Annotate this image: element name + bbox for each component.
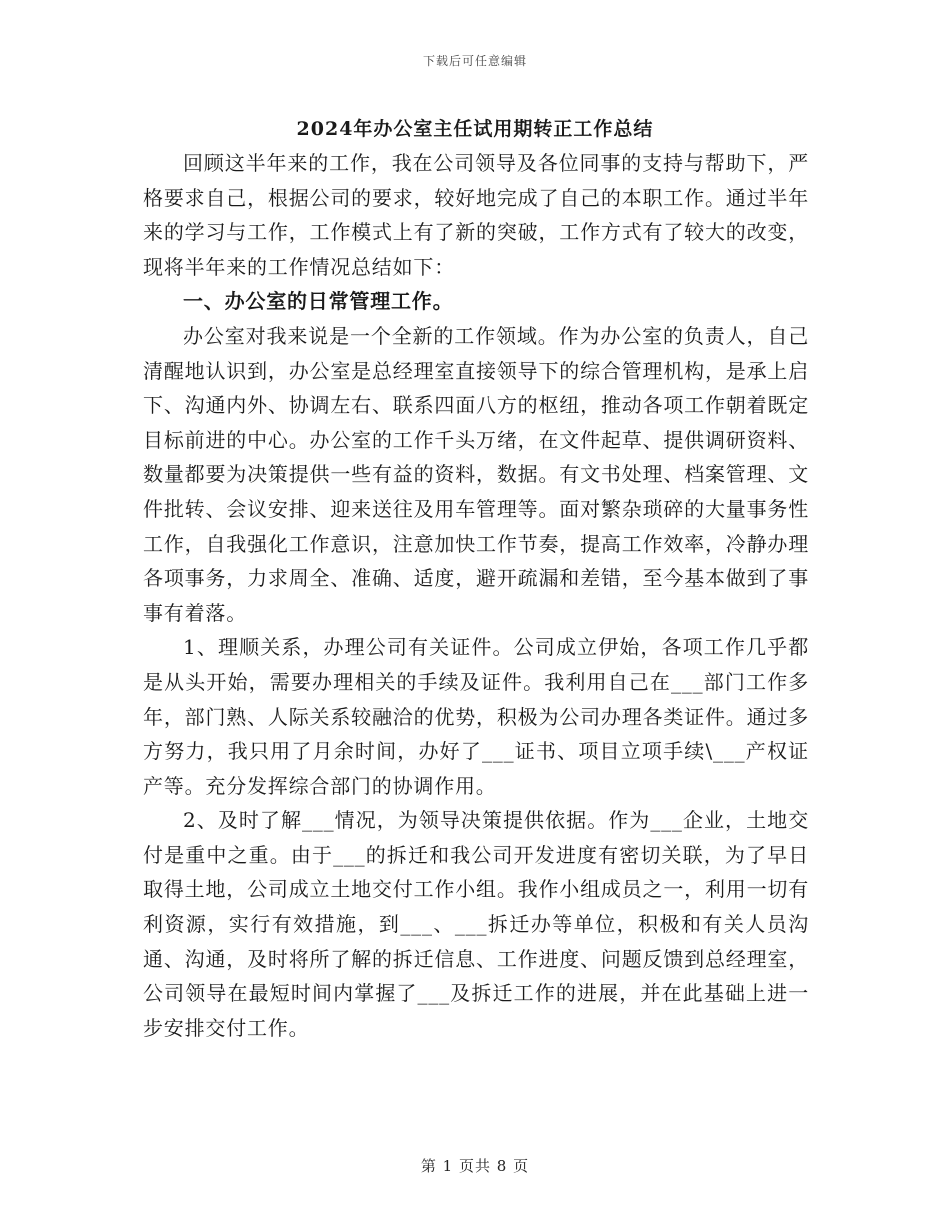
- document-body: [143, 146, 809, 1045]
- paragraph-item-2: 2、及时了解___情况，为领导决策提供依据。作为___企业，土地交付是重中之重。由于___的拆迁和我公司开发进度有密切关联，为了早日取得土地，公司成立土地交付工作小组。我作小组成员之一，利用一切有利资源，实行有效措施，到___、___拆迁办等单位，积极和有关人员沟通、沟通，及时将所了解的拆迁信息、工作进度、问题反馈到总经理室，公司领导在最短时间内掌握了___及拆迁工作的进展，并在此基础上进一步安排交付工作。: [143, 808, 809, 1040]
- page-footer: 第 1 页共 8 页: [420, 1157, 530, 1175]
- document-title: 2024年办公室主任试用期转正工作总结: [296, 118, 654, 140]
- paragraph-item-1: 1、理顺关系，办理公司有关证件。公司成立伊始，各项工作几乎都是从头开始，需要办理相关的手续及证件。我利用自己在___部门工作多年，部门熟、人际关系较融洽的优势，积极为公司办理各类证件。通过多方努力，我只用了月余时间，办好了___证书、项目立项手续\___产权证产等。充分发挥综合部门的协调作用。: [143, 635, 809, 798]
- header-note: 下载后可任意编辑: [422, 54, 527, 68]
- paragraph-intro: 回顾这半年来的工作，我在公司领导及各位同事的支持与帮助下，严格要求自己，根据公司的要求，较好地完成了自己的本职工作。通过半年来的学习与工作，工作模式上有了新的突破，工作方式有了较大的改变，现将半年来的工作情况总结如下：: [143, 151, 809, 279]
- section-heading-1: 一、办公室的日常管理工作。: [183, 289, 454, 314]
- paragraph-office-management: 办公室对我来说是一个全新的工作领域。作为办公室的负责人，自己清醒地认识到，办公室是总经理室直接领导下的综合管理机构，是承上启下、沟通内外、协调左右、联系四面八方的枢纽，推动各项工作朝着既定目标前进的中心。办公室的工作千头万绪，在文件起草、提供调研资料、数量都要为决策提供一些有益的资料，数据。有文书处理、档案管理、文件批转、会议安排、迎来送往及用车管理等。面对繁杂琐碎的大量事务性工作，自我强化工作意识，注意加快工作节奏，提高工作效率，冷静办理各项事务，力求周全、准确、适度，避开疏漏和差错，至今基本做到了事事有着落。: [143, 323, 809, 625]
